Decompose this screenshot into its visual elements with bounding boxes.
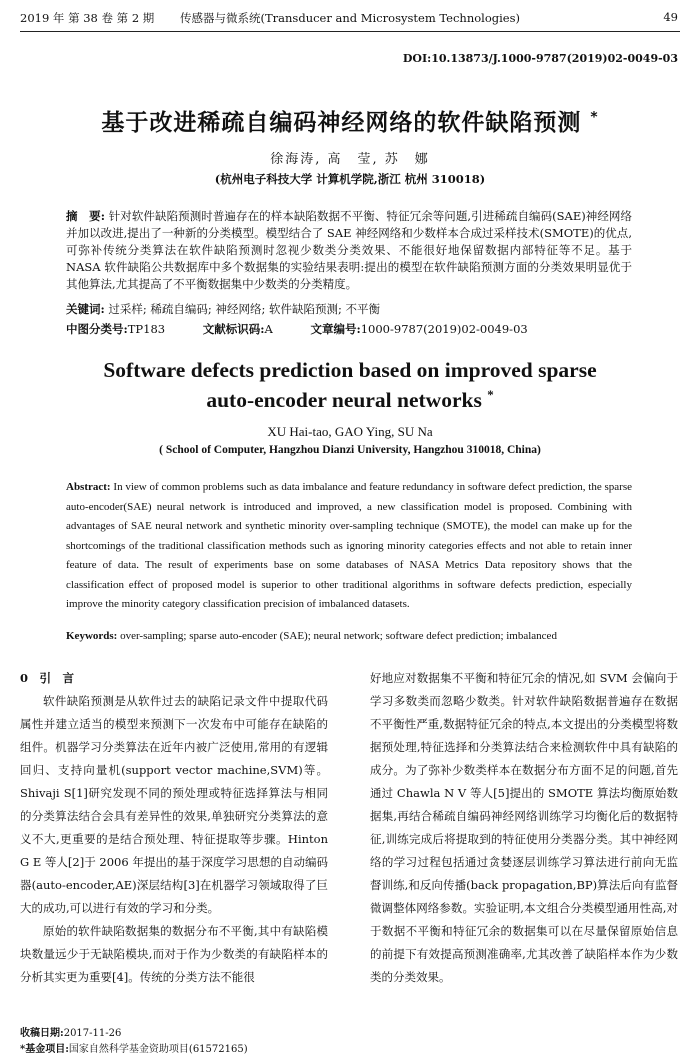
zh-keywords-text: 过采样; 稀疏自编码; 神经网络; 软件缺陷预测; 不平衡 [108,302,381,316]
en-affiliation: ( School of Computer, Hangzhou Dianzi University, Hangzhou 310018, China) [159,444,541,456]
en-keywords-text: over-sampling; sparse auto-encoder (SAE); neural network; software defect prediction; imbalanced [120,630,557,642]
zh-keywords-label: 关键词: [66,302,105,316]
body-paragraph: 好地应对数据集不平衡和特征冗余的情况,如 SVM 会偏向于学习多数类而忽略少数类。针对软件缺陷数据普遍存在数据不平衡性严重,数据特征冗余的特点,本文提出的分类模型将数据预处理,特征选择和分类算法结合来检测软件中具有缺陷的成分。为了弥补少数类样本在数据分布方面不足的问题,首先通过 Chawla N V 等人[5]提出的 SMOTE 算法均衡原始数据集,再结合稀疏自编码神经网络训练学习均衡化后的数据特征,训练完成后将提取到的特征使用分类器分类。其中神经网络的学习过程包括通过贪婪逐层训练学习算法进行前向无监督训练,和反向传播(back propagation,BP)算法后向有监督微调整体网络参数。实验证明,本文组合分类模型通用性高,对于数据不平衡和特征冗余的数据集可以在尽量保留原始信息的前提下有效提高预测准确率,尤其改善了缺陷样本作为少数类的分类效果。 [370,671,678,984]
zh-title-footnote-mark: * [590,109,599,126]
received-value: 2017-11-26 [63,1028,122,1039]
en-abstract [66,478,632,615]
clc-value: TP183 [127,322,166,336]
en-abstract-text: In view of common problems such as data imbalance and feature redundancy in software defect prediction, the sparse auto-encoder(SAE) neural network is introduced and improved, a new classification model is proposed. Combining with advantages of SAE neural network and synthetic minority over-sampling technique (SMOTE), the model can make up for the shortcomings of the traditional classification methods such as ignoring minority categories effects and not able to retain inner feature of data. The result of experiments base on some databases of NASA Metrics Data repository shows that the classification effect of proposed model is superior to other traditional algorithms in software defects prediction, especially improve the minority category classification precision of imbalanced datasets. [66,481,633,610]
body-paragraph: 原始的软件缺陷数据集的数据分布不平衡,其中有缺陷模块数量远少于无缺陷模块,而对于作为少数类的有缺陷样本的分析其实更为重要[4]。传统的分类方法不能很 [20,924,328,984]
en-title [0,355,700,415]
page-number: 49 [663,10,678,24]
zh-abstract-text: 针对软件缺陷预测时普遍存在的样本缺陷数据不平衡、特征冗余等问题,引进稀疏自编码(SAE)神经网络并加以改进,提出了一种新的分类模型。模型结合了 SAE 神经网络和少数样本合成过采样技术(SMOTE)的优点,可弥补传统分类算法在软件缺陷预测时忽视少数类分类效果、不能很好地保留数据内部特征等不足。基于 NASA 软件缺陷公共数据库中多个数据集的实验结果表明:提出的模型在软件缺陷预测方面的分类效果明显优于其他算法,尤其提高了不平衡数据集中少数类的分类精度。 [66,209,633,291]
header-rule [20,31,680,32]
doc-code-value: A [264,322,273,336]
fund-label: *基金项目: [20,1044,69,1055]
doi: DOI:10.13873/J.1000-9787(2019)02-0049-03 [402,52,678,65]
body-column-right [370,667,678,989]
zh-abstract [66,208,632,293]
en-title-footnote-mark: * [487,387,494,402]
received-date [20,1024,121,1039]
en-authors: XU Hai-tao, GAO Ying, SU Na [267,424,433,439]
received-label: 收稿日期: [20,1028,64,1039]
en-keywords [66,630,557,642]
clc-label: 中图分类号: [66,322,128,336]
fund-value: 国家自然科学基金资助项目(61572165) [68,1044,248,1055]
zh-affiliation: (杭州电子科技大学 计算机学院,浙江 杭州 310018) [214,172,486,186]
zh-title [0,104,700,137]
zh-keywords [66,301,380,317]
en-title-line-1: Software defects prediction based on improved sparse [103,358,597,382]
zh-abstract-label: 摘 要: [66,209,105,223]
article-no-value: 1000-9787(2019)02-0049-03 [360,322,528,336]
en-abstract-label: Abstract: [66,481,111,493]
zh-authors: 徐海涛, 高 莹, 苏 娜 [270,152,430,167]
article-no-label: 文章编号: [310,322,361,336]
zh-title-text: 基于改进稀疏自编码神经网络的软件缺陷预测 [101,110,582,136]
journal-issue: 2019 年 第 38 卷 第 2 期 [20,11,155,25]
body-paragraph: 软件缺陷预测是从软件过去的缺陷记录文件中提取代码属性并建立适当的模型来预测下一次发布中可能存在缺陷的组件。机器学习分类算法在近年内被广泛使用,常用的有逻辑回归、支持向量机(support vector machine,SVM)等。Shivaji S[1]研究发现不同的预处理或特征选择算法与相同的分类算法结合会具有差异性的效果,单独研究分类算法的意义不大,更重要的是结合预处理、特征提取等步骤。Hinton G E 等人[2]于 2006 年提出的基于深度学习思想的自动编码器(auto-encoder,AE)深层结构[3]在机器学习领域取得了巨大的成功,可以进行有效的学习和分类。 [20,694,328,915]
section-heading: 0 引 言 [20,671,75,685]
doc-code-label: 文献标识码: [202,322,265,336]
en-title-line-2: auto-encoder neural networks [206,388,482,412]
journal-name: 传感器与微系统(Transducer and Microsystem Technologies) [180,11,520,25]
zh-classification [66,321,528,337]
en-keywords-label: Keywords: [66,630,118,642]
body-column-left [20,667,328,989]
